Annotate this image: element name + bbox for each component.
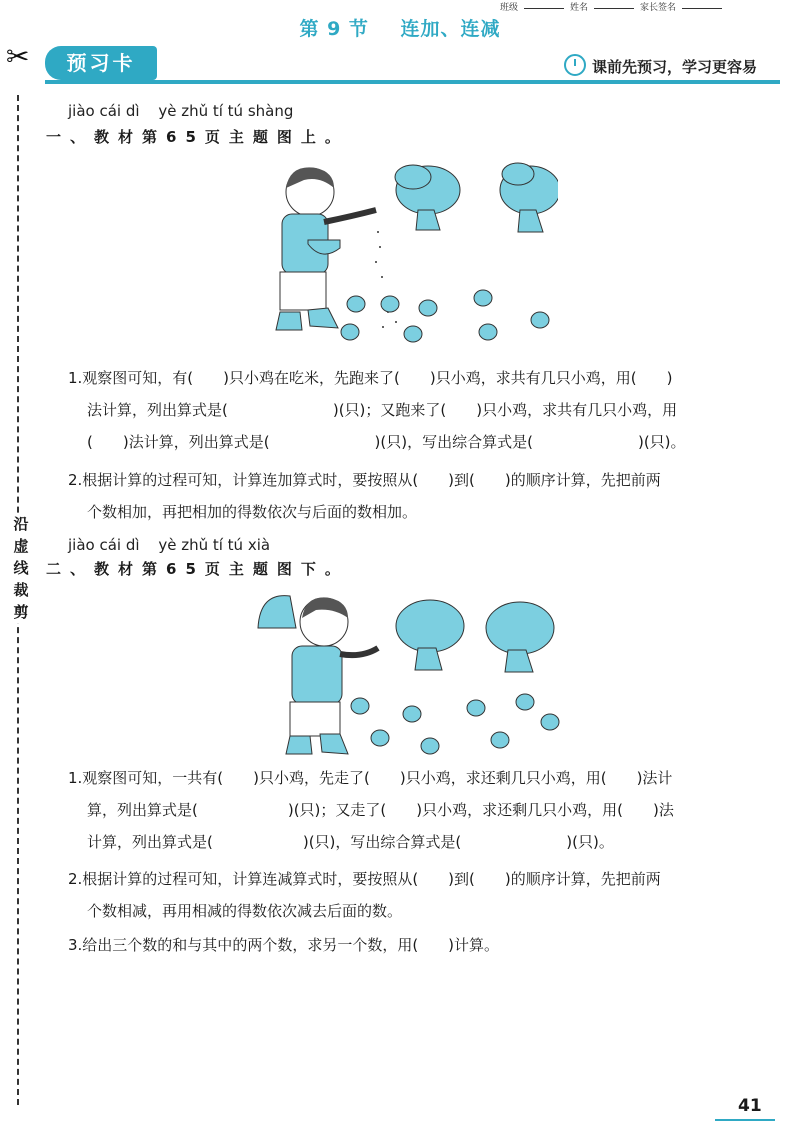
text-line: ( )法计算，列出算式是( )(只)，写出综合算式是( )(只)。 <box>87 433 686 451</box>
text-line: 1.观察图可知，有( )只小鸡在吃米，先跑来了( )只小鸡，求共有几只小鸡，用( ) <box>68 369 673 387</box>
parent-sign-blank[interactable] <box>682 0 722 9</box>
text-line: 计算，列出算式是( )(只)，写出综合算式是( )(只)。 <box>87 833 614 851</box>
pinyin-word: jiào cái dì <box>68 102 140 120</box>
illustration-boy-chicks-leaving <box>250 588 570 764</box>
section2-question-3 <box>68 929 499 961</box>
text-line: 个数相加，再把相加的得数依次与后面的数相加。 <box>87 503 418 521</box>
pinyin-word: yè zhǔ tí tú shàng <box>158 102 294 120</box>
text-line: 2.根据计算的过程可知，计算连减算式时，要按照从( )到( )的顺序计算，先把前两 <box>68 870 661 888</box>
section2-question-2 <box>68 863 661 927</box>
section2-question-1 <box>68 762 674 858</box>
section1-question-2 <box>68 464 661 528</box>
text-line: 个数相减，再用相减的得数依次减去后面的数。 <box>87 902 403 920</box>
page-number: 41 <box>738 1096 762 1116</box>
section1-title: 一、教材第65页主题图上。 <box>46 128 349 146</box>
class-field-label: 班级 <box>500 3 519 13</box>
preview-card-tab: 预习卡 <box>45 46 157 80</box>
text-line: 法计算，列出算式是( )(只)；又跑来了( )只小鸡，求共有几只小鸡，用 <box>87 401 678 419</box>
text-line: 算，列出算式是( )(只)；又走了( )只小鸡，求还剩几只小鸡，用( )法 <box>87 801 674 819</box>
class-field-blank[interactable] <box>524 0 564 9</box>
top-info-fields <box>500 0 722 13</box>
lesson-heading <box>0 14 800 41</box>
lesson-number: 第 9 节 <box>299 18 369 40</box>
text-line: 1.观察图可知，一共有( )只小鸡，先走了( )只小鸡，求还剩几只小鸡，用( )法计 <box>68 769 673 787</box>
alarm-clock-icon <box>564 54 586 76</box>
cut-along-line-label: 沿虚线裁剪 <box>10 513 32 623</box>
section2-pinyin <box>68 536 284 554</box>
page-number-rule <box>715 1119 775 1121</box>
section2-title: 二、教材第65页主题图下。 <box>46 560 349 578</box>
section1-question-1 <box>68 362 686 458</box>
text-line: 3.给出三个数的和与其中的两个数，求另一个数，用( )计算。 <box>68 936 500 954</box>
name-field-label: 姓名 <box>570 3 589 13</box>
section1-pinyin <box>68 102 307 120</box>
pinyin-word: jiào cái dì <box>68 536 140 554</box>
illustration-boy-feeding-chicks <box>268 152 558 352</box>
motto-text: 课前先预习，学习更容易 <box>592 58 758 76</box>
name-field-blank[interactable] <box>594 0 634 9</box>
parent-sign-label: 家长签名 <box>640 3 677 13</box>
header-rule <box>45 80 780 84</box>
scissors-icon: ✂ <box>6 40 30 73</box>
text-line: 2.根据计算的过程可知，计算连加算式时，要按照从( )到( )的顺序计算，先把前两 <box>68 471 661 489</box>
pinyin-word: yè zhǔ tí tú xià <box>158 536 271 554</box>
lesson-title: 连加、连减 <box>400 18 501 40</box>
